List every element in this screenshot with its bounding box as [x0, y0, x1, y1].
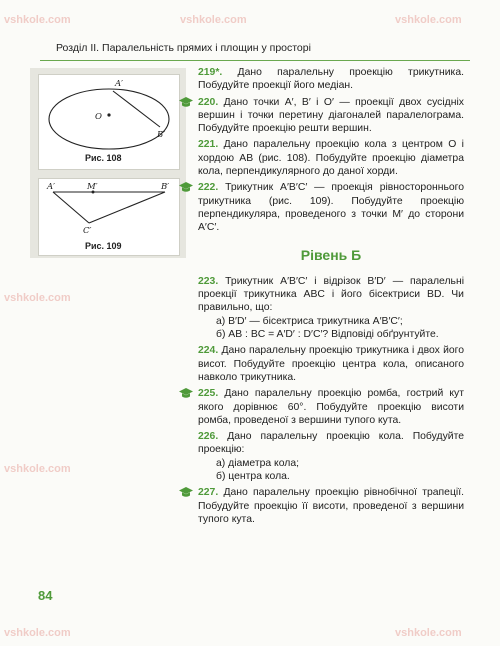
- problems-column: [198, 66, 464, 526]
- point-c-label: C′: [83, 226, 92, 236]
- problem-number: 219*.: [198, 67, 223, 78]
- problem-number: 225.: [198, 388, 219, 400]
- problem-text: Дано паралельну проекцію трикутника і двох його висот. Побудуйте проекцію центра кола, описаного навколо трикутника.: [198, 345, 464, 383]
- problem-220: [198, 96, 464, 136]
- problem-227: [198, 486, 464, 526]
- sub-item: а) B′D′ — бісектриса трикутника A′B′C′;: [216, 315, 403, 327]
- sub-item: б) центра кола.: [216, 471, 290, 483]
- watermark: vshkole.com: [180, 14, 247, 26]
- point-a-label: A′: [47, 182, 56, 192]
- problem-number: 220.: [198, 96, 219, 108]
- point-b-label: B′: [161, 182, 170, 192]
- problem-number: 221.: [198, 139, 219, 151]
- page-number: 84: [38, 588, 53, 603]
- sub-item: б) AB : BC = A′D′ : D′C′? Відповіді обґрунтуйте.: [216, 329, 439, 341]
- watermark: vshkole.com: [395, 14, 462, 26]
- header-divider: [40, 60, 470, 61]
- watermark: vshkole.com: [4, 627, 71, 639]
- problem-text: Дано паралельну проекцію кола з центром O і хордою AB (рис. 108). Побудуйте проекцію діаметра кола, перпендикулярного до даної хорди.: [198, 139, 464, 178]
- watermark: vshkole.com: [4, 14, 71, 26]
- problem-text: Дано паралельну проекцію трикутника. Побудуйте проекції його медіан.: [198, 67, 465, 92]
- figure-109-caption: Рис. 109: [85, 241, 122, 251]
- problem-text: Трикутник A′B′C′ і відрізок B′D′ — паралельні проекції трикутника ABC і його бісектриси BD. Чи правильно, що:: [198, 275, 464, 314]
- section-header: Розділ ІІ. Паралельність прямих і площин у просторі: [56, 42, 311, 54]
- watermark: vshkole.com: [4, 292, 71, 304]
- problem-text: Дано паралельну проекцію рівнобічної трапеції. Побудуйте проекцію її висоти, проведеної з вершини тупого кута.: [198, 487, 464, 525]
- point-a-label: A′: [115, 79, 124, 89]
- problem-text: Дано паралельну проекцію ромба, гострий кут якого дорівнює 60°. Побудуйте проекцію висоти ромба, проведеної з вершини тупого кута.: [198, 388, 464, 426]
- figure-109: [38, 178, 180, 256]
- problem-number: 224.: [198, 345, 219, 357]
- graduation-cap-icon: [178, 96, 194, 109]
- problem-number: 227.: [198, 487, 219, 499]
- graduation-cap-icon: [178, 181, 194, 194]
- problem-226: [198, 430, 464, 483]
- problem-text: Дано точки A′, B′ і O′ — проекції двох сусідніх вершин і точки перетину діагоналей паралелограма. Побудуйте проекцію решти вершин.: [198, 96, 464, 135]
- figure-108: [38, 74, 180, 170]
- watermark: vshkole.com: [395, 627, 462, 639]
- problem-text: Дано паралельну проекцію кола. Побудуйте проекцію:: [198, 431, 464, 456]
- sub-item: а) діаметра кола;: [216, 457, 299, 469]
- problem-221: [198, 138, 464, 178]
- problem-number: 223.: [198, 275, 219, 287]
- level-heading: Рівень Б: [300, 246, 362, 263]
- problem-225: [198, 387, 464, 427]
- problem-219: [198, 66, 464, 93]
- watermark: vshkole.com: [4, 463, 71, 475]
- problem-text: Трикутник A′B′C′ — проекція рівностороннього трикутника (рис. 109). Побудуйте проекцію перпендикуляра, проведеного з точки M′ до сторони A′C′.: [198, 182, 465, 234]
- problem-224: [198, 344, 464, 384]
- problem-number: 222.: [198, 182, 219, 194]
- graduation-cap-icon: [178, 387, 194, 400]
- graduation-cap-icon: [178, 486, 194, 499]
- point-m-label: M′: [87, 182, 98, 192]
- point-b-label: B′: [157, 130, 166, 140]
- point-o-label: O: [95, 112, 102, 122]
- problem-number: 226.: [198, 431, 219, 443]
- problem-222: [198, 181, 464, 234]
- problem-223: [198, 275, 464, 341]
- figure-108-caption: Рис. 108: [85, 153, 122, 163]
